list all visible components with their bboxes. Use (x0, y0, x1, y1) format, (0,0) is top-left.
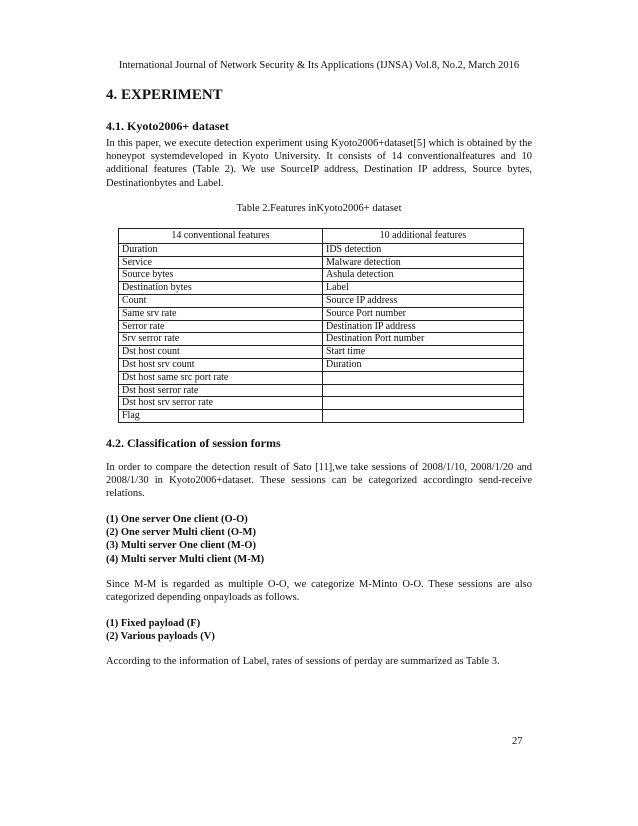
additional-feature-cell: Duration (323, 358, 524, 371)
table-row (119, 333, 524, 346)
conventional-feature-cell: Dst host count (119, 346, 323, 359)
additional-feature-cell: Destination IP address (323, 320, 524, 333)
list-item: (4) Multi server Multi client (M-M) (106, 553, 265, 565)
page-number: 27 (512, 736, 523, 747)
list-item: (1) Fixed payload (F) (106, 617, 201, 629)
table-row (119, 269, 524, 282)
conventional-feature-cell: Dst host srv count (119, 358, 323, 371)
table-row (119, 358, 524, 371)
conventional-feature-cell: Srv serror rate (119, 333, 323, 346)
additional-feature-cell: Start time (323, 346, 524, 359)
conventional-feature-cell: Source bytes (119, 269, 323, 282)
features-table (118, 228, 524, 423)
table-row (119, 410, 524, 423)
additional-feature-cell: Label (323, 282, 524, 295)
list-item: (3) Multi server One client (M-O) (106, 540, 256, 552)
page-content (106, 84, 532, 669)
additional-feature-cell: Source Port number (323, 307, 524, 320)
conventional-feature-cell: Count (119, 295, 323, 308)
additional-feature-cell (323, 410, 524, 423)
section-title: 4. EXPERIMENT (106, 87, 223, 103)
table-row (119, 371, 524, 384)
table-header-row (119, 228, 524, 243)
conventional-feature-cell: Service (119, 256, 323, 269)
classification-paragraph-3: According to the information of Label, rates of sessions of perday are summarized as Table 3. (106, 656, 500, 668)
running-head: International Journal of Network Security & Its Applications (IJNSA) Vol.8, No.2, March 2016 (118, 60, 520, 71)
table-row (119, 346, 524, 359)
conventional-feature-cell: Same srv rate (119, 307, 323, 320)
payload-list (106, 617, 532, 644)
conventional-feature-cell: Dst host same src port rate (119, 371, 323, 384)
table-caption: Table 2.Features inKyoto2006+ dataset (236, 202, 402, 214)
conventional-feature-cell: Duration (119, 243, 323, 256)
additional-feature-cell (323, 371, 524, 384)
table-header-additional: 10 additional features (323, 228, 524, 243)
conventional-feature-cell: Dst host srv serror rate (119, 397, 323, 410)
list-item: (2) Various payloads (V) (106, 631, 215, 643)
classification-paragraph-2: Since M-M is regarded as multiple O-O, we categorize M-Minto O-O. These sessions are also categorized depending onpayloads as follows. (106, 579, 532, 604)
table-row (119, 384, 524, 397)
subsection-title-classification: 4.2. Classification of session forms (106, 435, 281, 450)
additional-feature-cell: IDS detection (323, 243, 524, 256)
conventional-feature-cell: Serror rate (119, 320, 323, 333)
classification-paragraph-1: In order to compare the detection result of Sato [11],we take sessions of 2008/1/10, 2008/1/20 and 2008/1/30 in Kyoto2006+dataset. These sessions can be categorized accordingto send-receive relations. (106, 461, 532, 500)
table-row (119, 295, 524, 308)
session-forms-list (106, 513, 532, 567)
list-item: (1) One server One client (O-O) (106, 513, 248, 525)
table-row (119, 282, 524, 295)
table-header-conventional: 14 conventional features (119, 228, 323, 243)
list-item: (2) One server Multi client (O-M) (106, 526, 256, 538)
table-row (119, 307, 524, 320)
additional-feature-cell (323, 397, 524, 410)
subsection-title-dataset: 4.1. Kyoto2006+ dataset (106, 119, 229, 133)
additional-feature-cell: Ashula detection (323, 269, 524, 282)
additional-feature-cell (323, 384, 524, 397)
additional-feature-cell: Malware detection (323, 256, 524, 269)
dataset-paragraph: In this paper, we execute detection experiment using Kyoto2006+dataset[5] which is obtained by the honeypot systemdeveloped in Kyoto University. It consists of 14 conventionalfeatures and 10 additional features (Table 2). We use SourceIP address, Destination IP address, Source bytes, Destinationbytes and Label. (106, 138, 532, 189)
table-row (119, 256, 524, 269)
table-row (119, 397, 524, 410)
additional-feature-cell: Source IP address (323, 295, 524, 308)
conventional-feature-cell: Flag (119, 410, 323, 423)
conventional-feature-cell: Destination bytes (119, 282, 323, 295)
table-row (119, 320, 524, 333)
additional-feature-cell: Destination Port number (323, 333, 524, 346)
conventional-feature-cell: Dst host serror rate (119, 384, 323, 397)
table-row (119, 243, 524, 256)
